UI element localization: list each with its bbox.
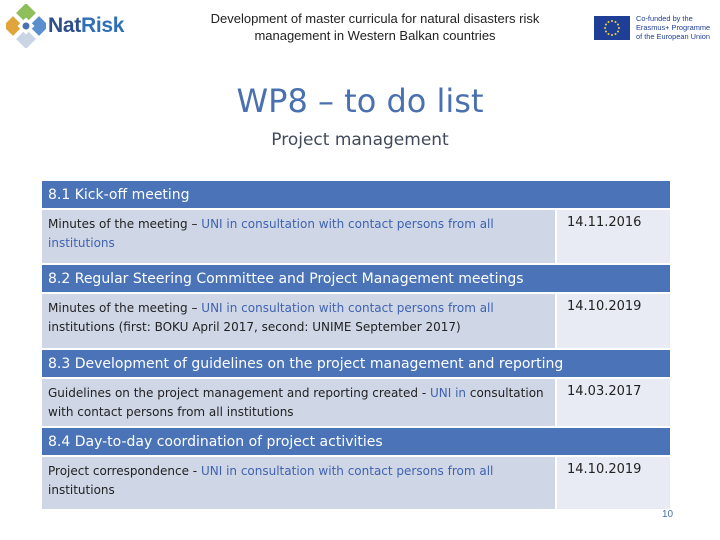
slide-subtitle: Project management <box>271 130 449 150</box>
slide-title: WP8 – to do list <box>236 82 484 120</box>
task-date: 14.03.2017 <box>557 379 670 426</box>
task-description: Guidelines on the project management and reporting created - UNI in consultation with contact persons from all institutions <box>42 379 557 426</box>
eu-flag-icon <box>594 16 630 40</box>
natrisk-emblem-icon <box>6 4 46 48</box>
table-row <box>42 379 670 428</box>
task-date: 14.11.2016 <box>557 210 670 263</box>
task-date: 14.10.2019 <box>557 294 670 348</box>
tasks-table <box>42 181 670 511</box>
section-heading: 8.3 Development of guidelines on the project management and reporting <box>42 350 670 379</box>
natrisk-logo <box>6 4 125 48</box>
table-row <box>42 294 670 350</box>
section-heading: 8.1 Kick-off meeting <box>42 181 670 210</box>
section-heading: 8.4 Day-to-day coordination of project activities <box>42 428 670 457</box>
task-description: Project correspondence - UNI in consultation with contact persons from all institutions <box>42 457 557 509</box>
eu-cofunded-text: Co-funded by the Erasmus+ Programme of the European Union <box>636 14 711 41</box>
section-heading: 8.2 Regular Steering Committee and Project Management meetings <box>42 265 670 294</box>
header-title: Development of master curricula for natural disasters risk management in Western Balkan countries <box>210 11 540 43</box>
page-number: 10 <box>662 509 674 520</box>
task-description: Minutes of the meeting – UNI in consultation with contact persons from all institutions (first: BOKU April 2017, second: UNIME September 2017) <box>42 294 557 348</box>
task-date: 14.10.2019 <box>557 457 670 509</box>
table-row <box>42 210 670 265</box>
task-description: Minutes of the meeting – UNI in consultation with contact persons from all institutions <box>42 210 557 263</box>
logo-text: NatRisk <box>48 14 125 37</box>
table-row <box>42 457 670 511</box>
